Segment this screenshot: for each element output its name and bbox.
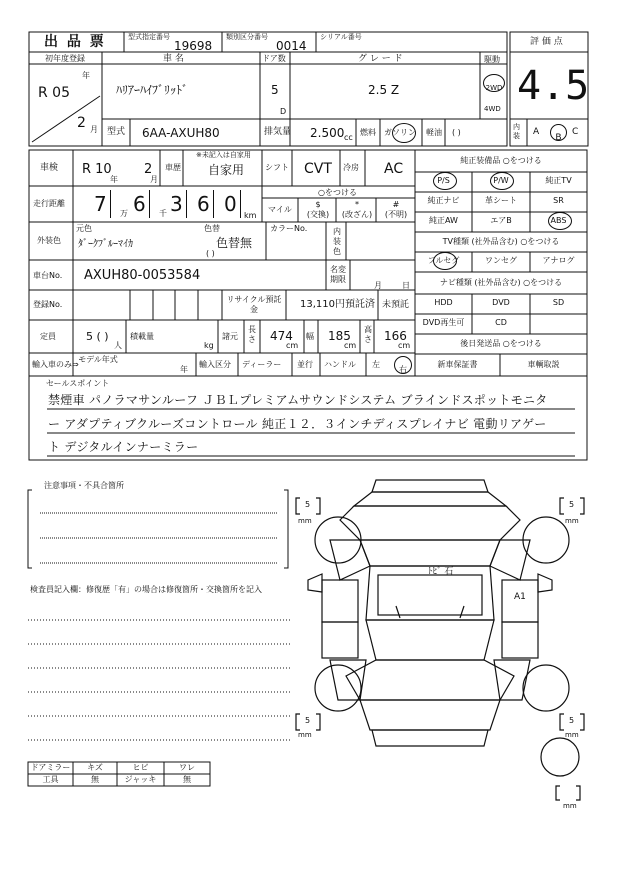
sales-point-line-2: ー アダプティブクルーズコントロール 純正１２．３インチディスプレイナビ 電動リアゲー: [48, 417, 547, 431]
equipment-item: SR: [553, 196, 564, 205]
sales-point-label: セールスポイント: [46, 379, 110, 388]
displacement-label: 排気量: [264, 127, 292, 137]
inspection-month-suffix: 月: [150, 175, 158, 184]
dims-label: 諸元: [222, 332, 238, 341]
missing-header-mirror: ドアミラー: [30, 763, 71, 772]
model-code: 6AA-AXUH80: [142, 126, 220, 140]
equipment-item: CD: [495, 318, 507, 327]
door-count-label: ドア数: [262, 54, 286, 63]
light-oil-label: 軽油: [426, 128, 442, 137]
mileage-digit: 6: [133, 192, 146, 216]
model-year-label: モデル年式: [78, 355, 118, 364]
height-unit: cm: [398, 341, 411, 350]
equipment-item: エアB: [490, 216, 512, 225]
width-value: 185: [328, 329, 351, 343]
first-reg-month: 2: [77, 115, 86, 131]
inspection-year: R 10: [82, 162, 112, 177]
drive-2wd: 2WD: [485, 84, 503, 92]
first-reg-era: R 05: [38, 85, 70, 101]
history-value: 自家用: [208, 163, 245, 177]
equipment-item: フルセグ: [427, 256, 460, 265]
inspection-year-suffix: 年: [110, 175, 118, 184]
missing-header-scratch: キズ: [87, 763, 103, 772]
type-number-label: 型式指定番号: [128, 33, 170, 41]
displacement: 2.500: [310, 126, 345, 140]
interior-a: A: [533, 127, 540, 137]
sen-unit: 千: [159, 209, 167, 218]
parallel-option: 並行: [297, 360, 313, 369]
shift-label: シフト: [265, 163, 289, 172]
equipment-item: アナログ: [542, 256, 575, 265]
interior-c: C: [572, 127, 579, 137]
name-change-month: 月: [374, 281, 382, 290]
name-change-label: 名変期限: [330, 265, 346, 284]
interior-label: 内装: [513, 123, 520, 140]
mileage-digit-divider: [149, 190, 150, 218]
serial-label: シリアル番号: [320, 33, 362, 41]
equipment-item: HDD: [434, 298, 453, 307]
fuel-label: 燃料: [360, 128, 376, 137]
interior-color-label: 内装色: [333, 227, 341, 256]
first-reg-year-suffix: 年: [82, 71, 90, 80]
cc-unit: cc: [344, 133, 353, 142]
tread-front-right: 5: [569, 500, 575, 509]
navi-type-title: ナビ種類 (社外品含む) ○をつける: [439, 278, 563, 287]
door-type: D: [280, 107, 287, 116]
score-label: 評 価 点: [530, 37, 563, 47]
score-value: 4.5: [517, 63, 590, 109]
man-unit: 万: [120, 209, 128, 218]
handle-right: 右: [399, 365, 407, 374]
equipment-item: 革シート: [485, 196, 517, 205]
equipment-selected-circle: [548, 212, 572, 230]
equipment-item: DVD再生可: [422, 318, 465, 327]
mileage-digit-divider: [110, 190, 111, 218]
later-shipment-title: 後日発送品 ○をつける: [460, 339, 542, 348]
unknown-label: # (不明): [384, 200, 408, 219]
mm-rear-right: mm: [565, 731, 579, 739]
recycle-label: リサイクル預託金: [226, 295, 282, 314]
handle-label: ハンドル: [324, 360, 356, 369]
car-name-label: 車 名: [163, 54, 184, 64]
mileage-label: 走行距離: [33, 199, 65, 208]
chassis-no: AXUH80-0053584: [84, 268, 201, 283]
history-note: ※未記入は自家用: [196, 151, 251, 159]
shift-value: CVT: [304, 161, 332, 177]
equipment-title: 純正装備品 ○をつける: [460, 156, 542, 165]
grade-label: グ レ ー ド: [358, 54, 403, 64]
category-number: 0014: [276, 39, 307, 53]
equipment-item: P/W: [493, 176, 509, 185]
mm-front-right: mm: [565, 517, 579, 525]
capacity-label: 定員: [40, 332, 56, 341]
mile-label: マイル: [268, 205, 292, 214]
dealer-option: ディーラー: [242, 360, 282, 369]
fuel-other: ( ): [452, 128, 461, 137]
model-label: 型式: [107, 127, 126, 137]
first-reg-month-suffix: 月: [90, 125, 98, 134]
drive-label: 駆動: [484, 55, 500, 64]
later-item-warranty: 新車保証書: [437, 360, 478, 369]
fuel-gasoline: ガソリン: [384, 128, 416, 137]
width-unit: cm: [344, 341, 357, 350]
drive-4wd: 4WD: [484, 105, 501, 113]
capacity-value: 5 ( ): [86, 330, 109, 343]
mm-spare: mm: [563, 802, 577, 810]
altered-label: * (改ざん): [341, 200, 373, 219]
missing-jack-value: 無: [183, 775, 191, 784]
ac-label: 冷房: [343, 163, 359, 172]
exterior-color-label: 外装色: [37, 236, 61, 245]
repaint-value: 色替無: [216, 236, 253, 250]
damage-mark-chip: ﾄﾋﾞ 石: [428, 567, 454, 577]
mileage-digit-divider: [186, 190, 187, 218]
interior-b-circle: [550, 124, 567, 141]
mm-front-left: mm: [298, 517, 312, 525]
sales-point-line-3: ト デジタルインナーミラー: [48, 440, 199, 454]
height-label: 高さ: [364, 325, 372, 344]
chassis-label: 車台No.: [33, 271, 63, 280]
handle-left: 左: [372, 360, 380, 369]
missing-header-break: ワレ: [179, 763, 195, 772]
length-unit: cm: [286, 341, 299, 350]
category-number-label: 類別区分番号: [226, 33, 268, 41]
missing-header-crack: ヒビ: [132, 763, 149, 772]
equipment-selected-circle: [433, 252, 457, 270]
inspection-label: 車検: [40, 163, 59, 173]
car-name: ﾊﾘｱｰﾊｲﾌﾞﾘｯﾄﾞ: [116, 83, 189, 97]
sales-point-line-1: 禁煙車 パノラマサンルーフ ＪＢＬプレミアムサウンドシステム ブラインドスポットモニタ: [48, 393, 548, 407]
name-change-day: 日: [402, 281, 410, 290]
later-item-manual: 車輌取説: [527, 360, 560, 369]
mm-rear-left: mm: [298, 731, 312, 739]
damage-mark-a1: A1: [514, 592, 526, 602]
door-count: 5: [271, 83, 279, 97]
mileage-digit-divider: [240, 190, 241, 218]
tread-rear-right: 5: [569, 716, 575, 725]
missing-jack-label: ジャッキ: [124, 775, 157, 784]
person-unit: 人: [114, 341, 122, 350]
inspector-label: 検査員記入欄：修復歴「有」の場合は修復箇所・交換箇所を記入: [30, 585, 262, 594]
handle-right-circle: [394, 356, 412, 374]
form-title: 出 品 票: [44, 34, 106, 50]
drive-2wd-circle: [483, 74, 505, 92]
missing-tools-value: 無: [91, 775, 99, 784]
inspection-month: 2: [144, 162, 153, 177]
original-color: ﾀﾞｰｸﾌﾞﾙｰﾏｲｶ: [78, 239, 133, 250]
kg-unit: kg: [204, 341, 214, 350]
repaint-paren: ( ): [206, 249, 215, 258]
import-class-label: 輸入区分: [199, 360, 231, 369]
load-label: 積載量: [130, 332, 154, 341]
mileage-digit: 6: [197, 192, 210, 216]
type-number: 19698: [174, 39, 213, 53]
ac-value: AC: [384, 161, 404, 177]
mileage-digit: 0: [224, 192, 237, 216]
interior-b: B: [555, 133, 562, 143]
recycle-amount: 13,110円預託済: [300, 299, 375, 310]
length-label: 長さ: [248, 325, 256, 344]
equipment-item: SD: [552, 298, 565, 307]
grade: 2.5 Z: [368, 83, 400, 97]
equipment-item: DVD: [492, 298, 510, 307]
tread-rear-left: 5: [305, 716, 311, 725]
mileage-digit-divider: [213, 190, 214, 218]
equipment-selected-circle: [490, 172, 514, 190]
equipment-item: ワンセグ: [485, 256, 517, 265]
exchange-label: $ (交換): [306, 200, 330, 219]
reg-no-label: 登録No.: [33, 300, 63, 309]
mileage-digit: 3: [170, 192, 183, 216]
height-value: 166: [384, 329, 407, 343]
color-no-label: カラーNo.: [270, 224, 308, 233]
mileage-digit: 7: [94, 192, 107, 216]
length-value: 474: [270, 329, 293, 343]
recycle-status: 未預託: [382, 300, 410, 310]
tread-front-left: 5: [305, 500, 311, 509]
history-label: 車歴: [165, 163, 181, 172]
mileage-circle-note: ○をつける: [318, 188, 357, 197]
tv-type-title: TV種類 (社外品含む) ○をつける: [442, 237, 560, 246]
equipment-selected-circle: [433, 172, 457, 190]
repaint-label: 色替: [204, 224, 220, 233]
equipment-item: 純正AW: [429, 216, 458, 225]
km-unit: km: [244, 211, 257, 220]
model-year-suffix: 年: [180, 365, 188, 374]
first-reg-label: 初年度登録: [45, 54, 85, 63]
import-label: 輸入車のみ⇒: [32, 360, 79, 369]
missing-tools-label: 工具: [42, 775, 59, 784]
equipment-item: ABS: [550, 216, 567, 225]
equipment-item: 純正ナビ: [427, 196, 460, 205]
equipment-item: 純正TV: [545, 176, 572, 185]
original-color-label: 元色: [76, 224, 92, 233]
caution-label: 注意事項・不具合箇所: [44, 481, 124, 490]
width-label: 幅: [306, 332, 314, 341]
equipment-item: P/S: [437, 176, 450, 185]
